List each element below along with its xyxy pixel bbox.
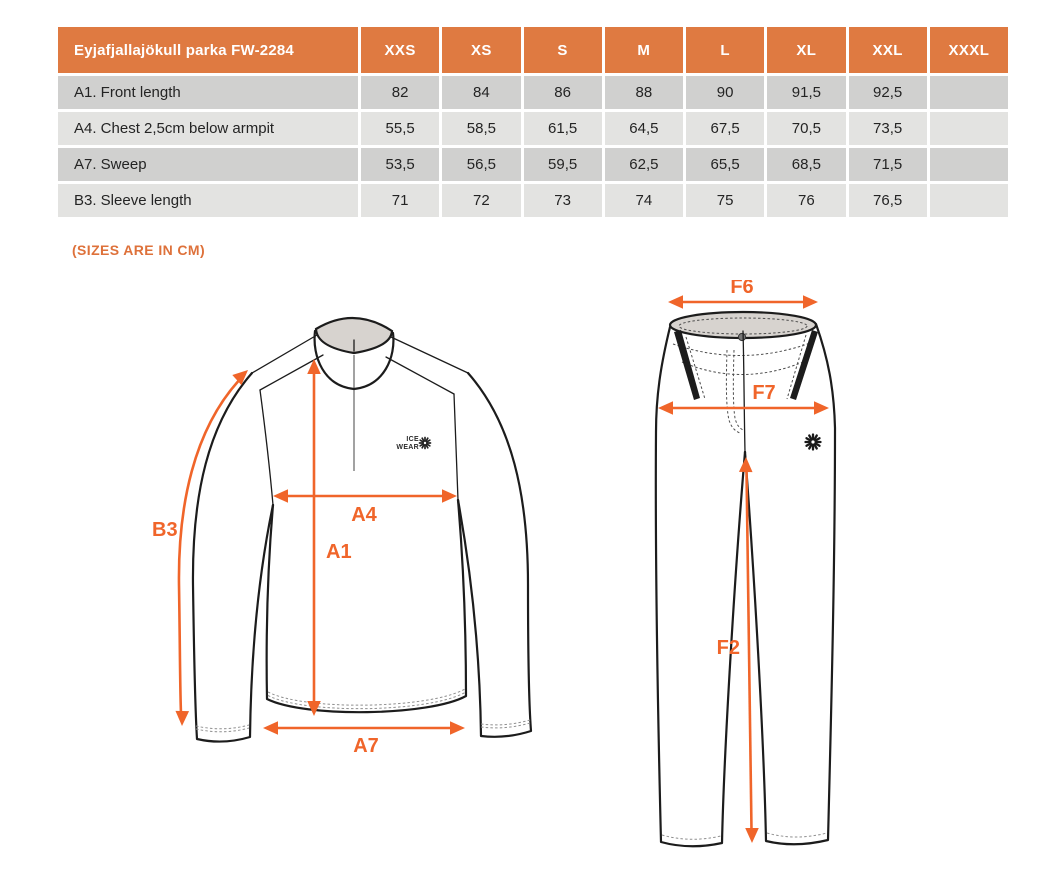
cell-value: 73 [524,184,602,217]
row-label: B3. Sleeve length [58,184,358,217]
size-table [58,27,1008,217]
sweater-outline [193,318,531,742]
pants-diagram [640,280,900,880]
cell-value: 64,5 [605,112,683,145]
pants-outline [656,312,835,846]
cell-value: 92,5 [849,76,927,109]
cell-value: 62,5 [605,148,683,181]
cell-value [930,76,1008,109]
a4-arrow [273,489,457,503]
cell-value: 67,5 [686,112,764,145]
cell-value: 88 [605,76,683,109]
cell-value: 71 [361,184,439,217]
row-label: A1. Front length [58,76,358,109]
cell-value [930,112,1008,145]
row-label: A7. Sweep [58,148,358,181]
size-header-xl: XL [767,27,845,73]
measurement-label-b3: B3 [152,519,178,541]
cell-value: 61,5 [524,112,602,145]
cell-value: 86 [524,76,602,109]
cell-value: 73,5 [849,112,927,145]
size-header-xxl: XXL [849,27,927,73]
snowflake-icon [420,438,431,449]
f7-arrow [658,401,829,415]
snowflake-icon [806,435,821,450]
measurement-label-a4: A4 [351,504,377,526]
cell-value: 68,5 [767,148,845,181]
cell-value: 82 [361,76,439,109]
size-note: (SIZES ARE IN CM) [72,242,206,258]
cell-value: 58,5 [442,112,520,145]
cell-value: 91,5 [767,76,845,109]
brand-logo [396,436,430,451]
cell-value: 55,5 [361,112,439,145]
measurement-label-f6: F6 [730,280,754,298]
a7-arrow [263,721,465,735]
cell-value: 75 [686,184,764,217]
logo-text-line1: ICE [406,436,419,443]
cell-value: 90 [686,76,764,109]
measurement-label-f2: F2 [716,637,740,659]
size-header-xxs: XXS [361,27,439,73]
table-title: Eyjafjallajökull parka FW-2284 [58,27,358,73]
size-header-xxxl: XXXL [930,27,1008,73]
cell-value: 56,5 [442,148,520,181]
size-header-l: L [686,27,764,73]
cell-value: 71,5 [849,148,927,181]
left-pocket [674,330,700,400]
size-header-m: M [605,27,683,73]
cell-value: 76,5 [849,184,927,217]
cell-value: 76 [767,184,845,217]
cell-value: 53,5 [361,148,439,181]
size-header-s: S [524,27,602,73]
sweater-diagram [90,295,570,765]
a1-arrow [307,359,321,716]
cell-value [930,184,1008,217]
measurement-label-f7: F7 [752,382,776,404]
measurement-label-a1: A1 [326,541,352,563]
cell-value: 84 [442,76,520,109]
cell-value: 72 [442,184,520,217]
cell-value: 70,5 [767,112,845,145]
cell-value: 74 [605,184,683,217]
cell-value: 59,5 [524,148,602,181]
row-label: A4. Chest 2,5cm below armpit [58,112,358,145]
cell-value: 65,5 [686,148,764,181]
b3-arrow [175,365,252,726]
waist-button [738,333,745,340]
size-header-xs: XS [442,27,520,73]
logo-text-line2: WEAR [396,444,419,451]
measurement-label-a7: A7 [353,735,379,757]
cell-value [930,148,1008,181]
